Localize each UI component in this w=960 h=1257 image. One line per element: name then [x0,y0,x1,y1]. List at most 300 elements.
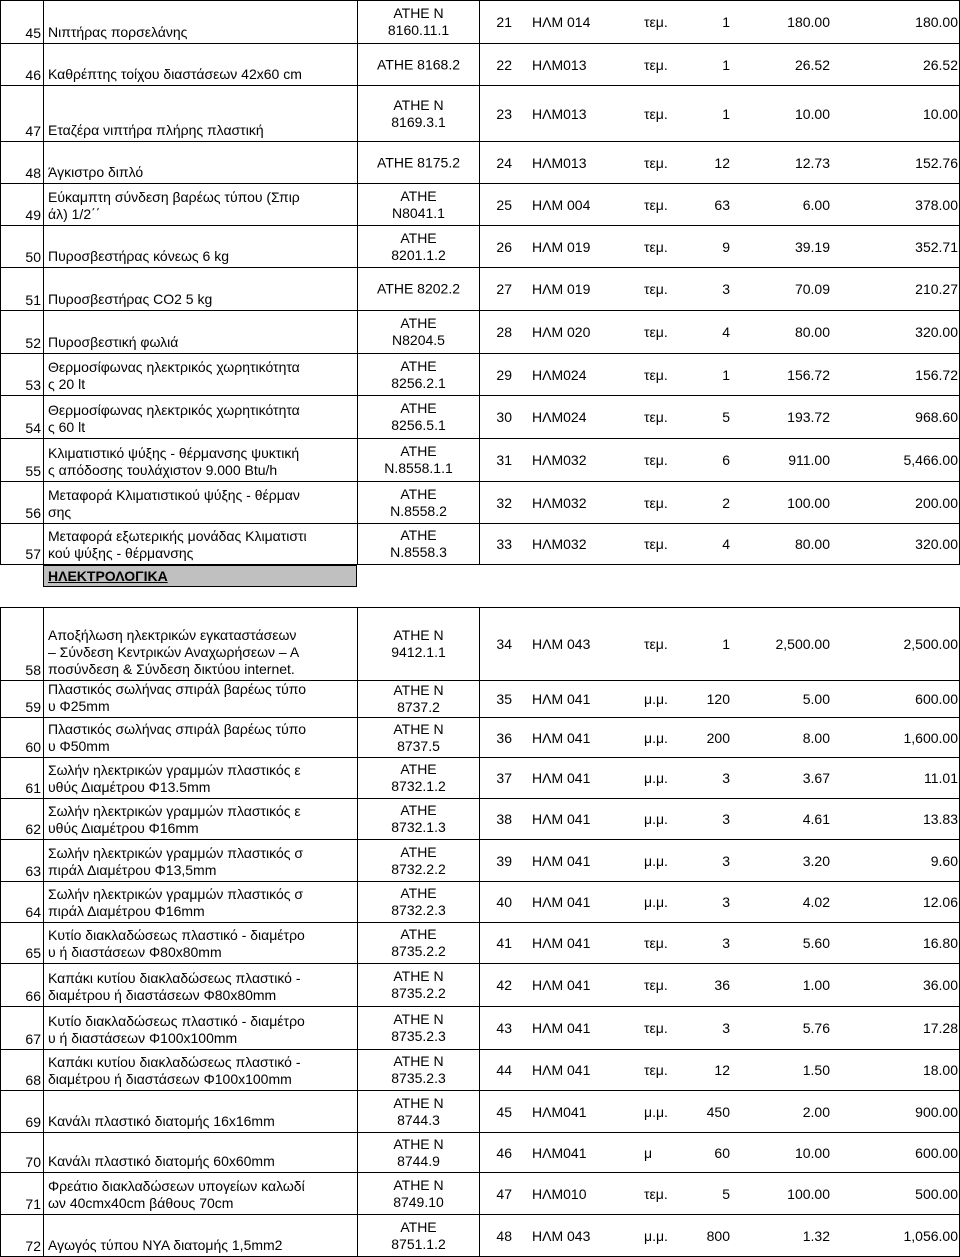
unit-price: 70.09 [794,281,830,297]
pricing-cell[interactable] [479,839,960,881]
pricing-cell[interactable] [479,1132,960,1172]
pricing-cell[interactable] [479,1006,960,1049]
pricing-cell[interactable] [479,438,960,481]
row-number-cell[interactable] [0,1214,43,1257]
pricing-cell[interactable] [479,523,960,565]
item-description: Άγκιστρο διπλό [48,164,144,180]
code-cell[interactable] [357,1090,479,1132]
item-description: Θερμοσίφωνας ηλεκτρικός χωρητικότητα ς 20 lt [48,359,300,392]
table-row [0,395,960,438]
article-index: 42 [496,977,512,993]
description-cell[interactable] [43,267,357,310]
code-cell[interactable] [357,607,479,680]
row-number-cell[interactable] [0,680,43,717]
article-code: ΗΛΜ 041 [532,729,591,746]
pricing-cell[interactable] [479,310,960,353]
unit: τεμ. [644,536,668,552]
row-number: 48 [25,165,41,181]
description-cell[interactable] [43,310,357,353]
description-cell[interactable] [43,1172,357,1214]
description-cell[interactable] [43,0,357,43]
pricing-cell[interactable] [479,1214,960,1257]
article-index: 27 [496,281,512,297]
table-row [0,0,960,43]
description-cell[interactable] [43,481,357,523]
pricing-cell[interactable] [479,43,960,85]
line-total: 156.72 [915,366,958,383]
line-total: 600.00 [915,691,958,707]
item-code: ΑΤΗΕ 8201.1.2 [391,229,446,263]
row-number-cell[interactable] [0,85,43,141]
article-code: ΗΛΜ 019 [532,281,591,297]
article-code: ΗΛΜ013 [532,56,587,73]
row-number-cell[interactable] [0,757,43,798]
unit: μ.μ. [644,770,668,786]
row-number-cell[interactable] [0,717,43,757]
row-number: 63 [25,863,41,879]
item-code: ΑΤΗΕ 8732.1.2 [391,761,446,794]
description-cell[interactable] [43,183,357,225]
article-index: 44 [496,1062,512,1078]
description-cell[interactable] [43,1049,357,1090]
item-description: Πυροσβεστήρας κόνεως 6 kg [48,248,229,264]
unit-price: 26.52 [794,56,830,73]
article-index: 32 [496,494,512,511]
line-total: 36.00 [922,977,958,993]
item-description: Αγωγός τύπου ΝΥΑ διατομής 1,5mm2 [48,1237,283,1253]
pricing-cell[interactable] [479,881,960,922]
code-cell[interactable] [357,963,479,1006]
article-code: ΗΛΜ 041 [532,1062,591,1078]
description-cell[interactable] [43,839,357,881]
article-index: 21 [496,14,512,30]
article-code: ΗΛΜ 020 [532,324,591,340]
pricing-cell[interactable] [479,353,960,395]
description-cell[interactable] [43,225,357,267]
article-code: ΗΛΜ 041 [532,935,591,951]
unit: τεμ. [644,1062,668,1078]
description-cell[interactable] [43,1090,357,1132]
article-index: 37 [496,770,512,786]
unit-price: 180.00 [787,14,830,30]
article-index: 30 [496,409,512,425]
item-code: ΑΤΗΕ 8168.2 [376,56,460,72]
line-total: 1,056.00 [903,1227,958,1244]
description-cell[interactable] [43,353,357,395]
unit: τεμ. [644,977,668,993]
row-number-cell[interactable] [0,839,43,881]
row-number-cell[interactable] [0,225,43,267]
code-cell[interactable] [357,1006,479,1049]
row-number: 45 [25,25,41,41]
unit-price: 2.00 [802,1103,830,1120]
description-cell[interactable] [43,607,357,680]
pricing-cell[interactable] [479,395,960,438]
item-code: ΑΤΗΕ Ν 8737.2 [393,682,444,715]
table-row [0,141,960,183]
pricing-cell[interactable] [479,717,960,757]
pricing-cell[interactable] [479,85,960,141]
row-number-cell[interactable] [0,881,43,922]
pricing-cell[interactable] [479,183,960,225]
row-number-cell[interactable] [0,395,43,438]
item-description: Σωλήν ηλεκτρικών γραμμών πλαστικός ε υθύς Διαμέτρου Φ16mm [48,803,301,836]
unit-price: 1.32 [802,1227,830,1244]
article-code: ΗΛΜ 041 [532,691,591,707]
unit: τεμ. [644,366,668,383]
article-code: ΗΛΜ 014 [532,14,591,30]
article-index: 45 [496,1103,512,1120]
unit: τεμ. [644,238,668,255]
row-number: 66 [25,988,41,1004]
pricing-cell[interactable] [479,1049,960,1090]
code-cell[interactable] [357,0,479,43]
code-cell[interactable] [357,757,479,798]
description-cell[interactable] [43,43,357,85]
article-index: 48 [496,1227,512,1244]
description-cell[interactable] [43,798,357,839]
row-number: 49 [25,207,41,223]
unit: μ.μ. [644,691,668,707]
line-total: 9.60 [930,852,958,869]
code-cell[interactable] [357,85,479,141]
article-code: ΗΛΜ041 [532,1144,587,1161]
row-number: 53 [25,377,41,393]
pricing-cell[interactable] [479,1172,960,1214]
code-cell[interactable] [357,1049,479,1090]
row-number: 50 [25,249,41,265]
pricing-cell[interactable] [479,680,960,717]
article-code: ΗΛΜ 043 [532,1227,591,1244]
unit: μ.μ. [644,1227,668,1244]
article-index: 25 [496,196,512,213]
quantity: 5 [722,1185,730,1202]
article-index: 41 [496,935,512,951]
item-description: Σωλήν ηλεκτρικών γραμμών πλαστικός σ πιράλ Διαμέτρου Φ13,5mm [48,845,304,878]
description-cell[interactable] [43,922,357,963]
code-cell[interactable] [357,395,479,438]
code-cell[interactable] [357,798,479,839]
unit-price: 5.00 [802,691,830,707]
line-total: 18.00 [922,1062,958,1078]
item-code: ΑΤΗΕ Ν 8744.3 [393,1094,444,1128]
item-code: ΑΤΗΕ Ν.8558.3 [390,527,447,560]
table-row [0,183,960,225]
item-description: Σωλήν ηλεκτρικών γραμμών πλαστικός σ πιράλ Διαμέτρου Φ16mm [48,886,304,919]
line-total: 900.00 [915,1103,958,1120]
description-cell[interactable] [43,1132,357,1172]
table-row [0,922,960,963]
article-index: 46 [496,1144,512,1161]
code-cell[interactable] [357,267,479,310]
row-number: 65 [25,945,41,961]
item-code: ΑΤΗΕ 8732.1.3 [391,802,446,835]
quantity: 3 [722,770,730,786]
quantity: 3 [722,852,730,869]
row-number-cell[interactable] [0,607,43,680]
quantity: 1 [722,366,730,383]
row-number-cell[interactable] [0,523,43,565]
quantity: 2 [722,494,730,511]
row-number-cell[interactable] [0,1006,43,1049]
quantity: 9 [722,238,730,255]
row-number-cell[interactable] [0,1172,43,1214]
row-number-cell[interactable] [0,141,43,183]
description-cell[interactable] [43,1006,357,1049]
line-total: 5,466.00 [903,452,958,468]
article-code: ΗΛΜ 041 [532,894,591,910]
line-total: 200.00 [915,494,958,511]
item-code: ΑΤΗΕ Ν 8749.10 [393,1176,444,1210]
line-total: 968.60 [915,409,958,425]
code-cell[interactable] [357,523,479,565]
code-cell[interactable] [357,680,479,717]
item-description: Εύκαμπτη σύνδεση βαρέως τύπου (Σπιρ άλ) 1/2΄΄ [48,189,300,222]
table-row [0,798,960,839]
description-cell[interactable] [43,395,357,438]
code-cell[interactable] [357,353,479,395]
row-number-cell[interactable] [0,267,43,310]
item-code: ΑΤΗΕ 8751.1.2 [391,1218,446,1252]
quantity: 1 [722,636,730,652]
row-number: 67 [25,1031,41,1047]
table-row [0,757,960,798]
unit: μ.μ. [644,852,668,869]
row-number: 52 [25,335,41,351]
table-row [0,717,960,757]
quantity: 1 [722,56,730,73]
unit-price: 4.02 [802,894,830,910]
article-code: ΗΛΜ041 [532,1103,587,1120]
item-code: ΑΤΗΕ 8732.2.2 [391,843,446,877]
line-total: 17.28 [922,1020,958,1036]
row-number: 70 [25,1154,41,1170]
row-number: 57 [25,546,41,562]
code-cell[interactable] [357,43,479,85]
pricing-cell[interactable] [479,225,960,267]
article-index: 26 [496,238,512,255]
item-code: ΑΤΗΕ Ν 9412.1.1 [391,627,446,660]
quantity: 12 [714,154,730,171]
item-description: Πλαστικός σωλήνας σπιράλ βαρέως τύπο υ Φ50mm [48,721,307,754]
pricing-cell[interactable] [479,1090,960,1132]
unit-price: 80.00 [794,324,830,340]
code-cell[interactable] [357,310,479,353]
row-number-cell[interactable] [0,438,43,481]
line-total: 1,600.00 [903,729,958,746]
article-code: ΗΛΜ024 [532,366,587,383]
row-number-cell[interactable] [0,43,43,85]
item-code: ΑΤΗΕ Ν 8744.9 [393,1135,444,1169]
item-code: ΑΤΗΕ Ν 8160.11.1 [387,5,450,38]
unit-price: 8.00 [802,729,830,746]
pricing-cell[interactable] [479,0,960,43]
quantity: 1 [722,105,730,122]
line-total: 16.80 [922,935,958,951]
pricing-cell[interactable] [479,607,960,680]
article-code: ΗΛΜ 019 [532,238,591,255]
article-code: ΗΛΜ 041 [532,977,591,993]
item-code: ΑΤΗΕ Ν 8169.3.1 [391,96,446,130]
article-index: 33 [496,536,512,552]
description-cell[interactable] [43,141,357,183]
description-cell[interactable] [43,963,357,1006]
code-cell[interactable] [357,481,479,523]
table-row [0,43,960,85]
section-gap [0,587,960,607]
row-number: 60 [25,739,41,755]
pricing-cell[interactable] [479,963,960,1006]
description-cell[interactable] [43,757,357,798]
code-cell[interactable] [357,141,479,183]
row-number-cell[interactable] [0,798,43,839]
description-cell[interactable] [43,523,357,565]
unit-price: 100.00 [787,494,830,511]
row-number-cell[interactable] [0,183,43,225]
quantity: 6 [722,452,730,468]
unit-price: 10.00 [794,1144,830,1161]
code-cell[interactable] [357,1132,479,1172]
item-description: Μεταφορά Κλιματιστικού ψύξης - θέρμαν σης [48,487,300,520]
quantity: 5 [722,409,730,425]
unit: τεμ. [644,1020,668,1036]
description-cell[interactable] [43,717,357,757]
code-cell[interactable] [357,438,479,481]
article-index: 31 [496,452,512,468]
row-number-cell[interactable] [0,310,43,353]
row-number-cell[interactable] [0,922,43,963]
unit-price: 4.61 [802,811,830,827]
code-cell[interactable] [357,183,479,225]
code-cell[interactable] [357,922,479,963]
row-number-cell[interactable] [0,1132,43,1172]
article-code: ΗΛΜ 043 [532,636,591,652]
quantity: 4 [722,324,730,340]
table-row [0,1090,960,1132]
item-code: ΑΤΗΕ Ν 8735.2.2 [391,968,446,1001]
code-cell[interactable] [357,881,479,922]
pricing-cell[interactable] [479,141,960,183]
unit: μ.μ. [644,729,668,746]
table-row [0,1214,960,1257]
unit-price: 10.00 [794,105,830,122]
article-code: ΗΛΜ032 [532,536,587,552]
row-number-cell[interactable] [0,963,43,1006]
row-number: 58 [25,662,41,678]
description-cell[interactable] [43,680,357,717]
article-index: 29 [496,366,512,383]
description-cell[interactable] [43,438,357,481]
item-code: ΑΤΗΕ Ν 8737.5 [393,720,444,754]
pricing-cell[interactable] [479,922,960,963]
article-code: ΗΛΜ010 [532,1185,587,1202]
row-number: 72 [25,1238,41,1254]
line-total: 152.76 [915,154,958,171]
line-total: 13.83 [922,811,958,827]
quantity: 450 [706,1103,730,1120]
quantity: 36 [714,977,730,993]
quantity: 4 [722,536,730,552]
unit-price: 1.50 [802,1062,830,1078]
pricing-cell[interactable] [479,798,960,839]
unit-price: 80.00 [794,536,830,552]
table-row [0,1006,960,1049]
unit-price: 193.72 [787,409,830,425]
row-number-cell[interactable] [0,1090,43,1132]
description-cell[interactable] [43,881,357,922]
code-cell[interactable] [357,1214,479,1257]
code-cell[interactable] [357,1172,479,1214]
quantity: 3 [722,1020,730,1036]
table-row [0,607,960,680]
unit: τεμ. [644,14,668,30]
line-total: 210.27 [915,281,958,297]
line-total: 12.06 [922,894,958,910]
line-total: 2,500.00 [903,636,958,652]
item-code: ΑΤΗΕ Ν 8735.2.3 [391,1011,446,1044]
unit: τεμ. [644,196,668,213]
row-number: 55 [25,463,41,479]
table-row [0,1172,960,1214]
article-code: ΗΛΜ 041 [532,770,591,786]
item-code: ΑΤΗΕ 8256.2.1 [391,357,446,391]
unit: τεμ. [644,324,668,340]
item-code: ΑΤΗΕ 8202.2 [376,280,460,297]
item-description: Φρεάτιο διακλαδώσεων υπογείων καλωδί ων 40cmx40cm βάθους 70cm [48,1178,305,1211]
unit-price: 1.00 [802,977,830,993]
quantity: 3 [722,894,730,910]
description-cell[interactable] [43,85,357,141]
unit: τεμ. [644,494,668,511]
code-cell[interactable] [357,717,479,757]
item-code: ΑΤΗΕ Ν.8558.1.1 [384,443,453,476]
line-total: 600.00 [915,1144,958,1161]
table-row [0,523,960,565]
description-cell[interactable] [43,1214,357,1257]
row-number-cell[interactable] [0,481,43,523]
article-index: 47 [496,1185,512,1202]
article-index: 35 [496,691,512,707]
row-number-cell[interactable] [0,1049,43,1090]
row-number: 68 [25,1072,41,1088]
row-number: 61 [25,780,41,796]
article-code: ΗΛΜ032 [532,452,587,468]
row-number-cell[interactable] [0,0,43,43]
item-code: ΑΤΗΕ 8256.5.1 [391,400,446,433]
pricing-cell[interactable] [479,481,960,523]
table-row [0,963,960,1006]
row-number: 47 [25,123,41,139]
item-description: Εταζέρα νιπτήρα πλήρης πλαστική [48,122,264,138]
article-code: ΗΛΜ 041 [532,852,591,869]
unit: τεμ. [644,1185,668,1202]
article-index: 22 [496,56,512,73]
row-number: 64 [25,904,41,920]
pricing-cell[interactable] [479,267,960,310]
unit-price: 911.00 [788,452,830,468]
unit: μ.μ. [644,811,668,827]
item-code: ΑΤΗΕ Ν8204.5 [392,315,445,348]
unit: τεμ. [644,281,668,297]
row-number: 56 [25,505,41,521]
code-cell[interactable] [357,225,479,267]
article-code: ΗΛΜ 041 [532,1020,591,1036]
row-number-cell[interactable] [0,353,43,395]
table-row [0,1132,960,1172]
unit-price: 39.19 [794,238,830,255]
pricing-cell[interactable] [479,757,960,798]
code-cell[interactable] [357,839,479,881]
